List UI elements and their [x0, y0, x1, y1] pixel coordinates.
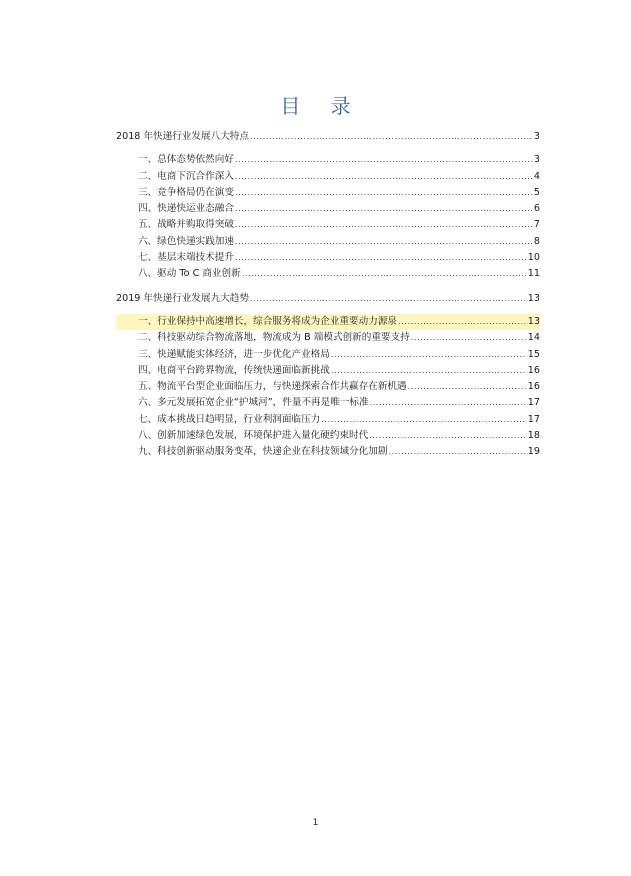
toc-subsection-entry[interactable]	[116, 152, 540, 168]
toc-entry-page: 15	[527, 348, 540, 360]
toc-subsection-entry[interactable]	[116, 185, 540, 201]
toc-entry-title: 七、基层末端技术提升	[138, 252, 234, 264]
toc-entry-page: 18	[527, 430, 540, 442]
toc-subsection-entry[interactable]	[116, 379, 540, 395]
dot-leader	[250, 129, 532, 145]
toc-entry-title: 三、快递赋能实体经济，进一步优化产业格局	[138, 348, 330, 360]
toc-entry-title: 二、科技驱动综合物流落地，物流成为 B 端模式创新的重要支持	[138, 332, 410, 344]
toc-entry-page: 4	[533, 170, 540, 182]
toc-entry-title: 四、快递快运业态融合	[138, 203, 234, 215]
toc-entry-page: 3	[533, 154, 540, 166]
toc-entry-title: 四、电商平台跨界物流，传统快递面临新挑战	[138, 364, 330, 376]
dot-leader	[369, 428, 526, 444]
toc-subsection-entry[interactable]	[116, 234, 540, 250]
toc-entry-title: 七、成本挑战日趋明显，行业利润面临压力	[138, 413, 321, 425]
toc-subsection-entry[interactable]	[116, 428, 540, 444]
toc-section-entry[interactable]	[116, 291, 540, 307]
toc-entry-page: 5	[533, 186, 540, 198]
toc-entry-title: 五、物流平台型企业面临压力，与快递探索合作共赢存在新机遇	[138, 381, 407, 393]
toc-entry-page: 19	[527, 446, 540, 458]
toc-subsection-entry[interactable]	[116, 444, 540, 460]
toc-subsection-entry[interactable]	[116, 201, 540, 217]
dot-leader	[398, 314, 526, 330]
toc-entry-title: 六、多元发展拓宽企业“护城河”，件量不再是唯一标准	[138, 397, 369, 409]
dot-leader	[235, 234, 532, 250]
toc-entry-title: 八、创新加速绿色发展，环境保护进入量化硬约束时代	[138, 430, 369, 442]
dot-leader	[411, 330, 526, 346]
dot-leader	[235, 152, 532, 168]
dot-leader	[321, 412, 526, 428]
toc-entry-title: 三、竞争格局仍在演变	[138, 186, 234, 198]
toc-entry-page: 17	[527, 397, 540, 409]
dot-leader	[235, 201, 532, 217]
dot-leader	[370, 395, 526, 411]
toc-entry-page: 17	[527, 413, 540, 425]
toc-entry-page: 11	[527, 268, 540, 280]
toc-entry-page: 3	[533, 131, 540, 142]
toc-entry-title: 2019 年快递行业发展九大趋势	[116, 292, 249, 304]
toc-subsection-entry[interactable]	[116, 347, 540, 363]
toc-entry-title: 一、总体态势依然向好	[138, 154, 234, 166]
toc-entry-page: 8	[533, 235, 540, 247]
toc-entry-page: 6	[533, 203, 540, 215]
toc-entry-title: 2018 年快递行业发展八大特点	[116, 131, 249, 142]
dot-leader	[331, 363, 526, 379]
dot-leader	[235, 217, 532, 233]
dot-leader	[235, 185, 532, 201]
toc-entry-page: 13	[527, 292, 540, 304]
toc-subsection-entry[interactable]	[116, 217, 540, 233]
toc-subsection-entry[interactable]	[116, 395, 540, 411]
toc-entry-page: 16	[527, 381, 540, 393]
table-of-contents	[116, 129, 540, 461]
dot-leader	[235, 169, 532, 185]
dot-leader	[331, 347, 526, 363]
dot-leader	[388, 444, 525, 460]
toc-subsection-entry[interactable]	[116, 314, 540, 330]
toc-entry-title: 一、行业保持中高速增长，综合服务将成为企业重要动力源泉	[138, 315, 398, 327]
toc-entry-page: 10	[527, 252, 540, 264]
toc-entry-title: 二、电商下沉合作深入	[138, 170, 234, 182]
dot-leader	[242, 266, 526, 282]
toc-entry-title: 五、战略并购取得突破	[138, 219, 234, 231]
dot-leader	[408, 379, 526, 395]
toc-subsection-entry[interactable]	[116, 363, 540, 379]
page-number: 1	[312, 818, 319, 828]
toc-subsection-entry[interactable]	[116, 330, 540, 346]
toc-entry-page: 16	[527, 364, 540, 376]
dot-leader	[235, 250, 526, 266]
toc-entry-page: 13	[527, 315, 540, 327]
toc-entry-page: 14	[527, 332, 540, 344]
toc-subsection-entry[interactable]	[116, 266, 540, 282]
toc-section-entry[interactable]	[116, 129, 540, 145]
toc-subsection-entry[interactable]	[116, 169, 540, 185]
dot-leader	[250, 291, 526, 307]
toc-subsection-entry[interactable]	[116, 250, 540, 266]
toc-entry-title: 九、科技创新驱动服务变革，快递企业在科技领域分化加剧	[138, 446, 388, 458]
toc-entry-page: 7	[533, 219, 540, 231]
toc-entry-title: 六、绿色快递实践加速	[138, 235, 234, 247]
page-title: 目 录	[280, 94, 363, 118]
toc-subsection-entry[interactable]	[116, 412, 540, 428]
toc-entry-title: 八、驱动 To C 商业创新	[138, 268, 241, 280]
